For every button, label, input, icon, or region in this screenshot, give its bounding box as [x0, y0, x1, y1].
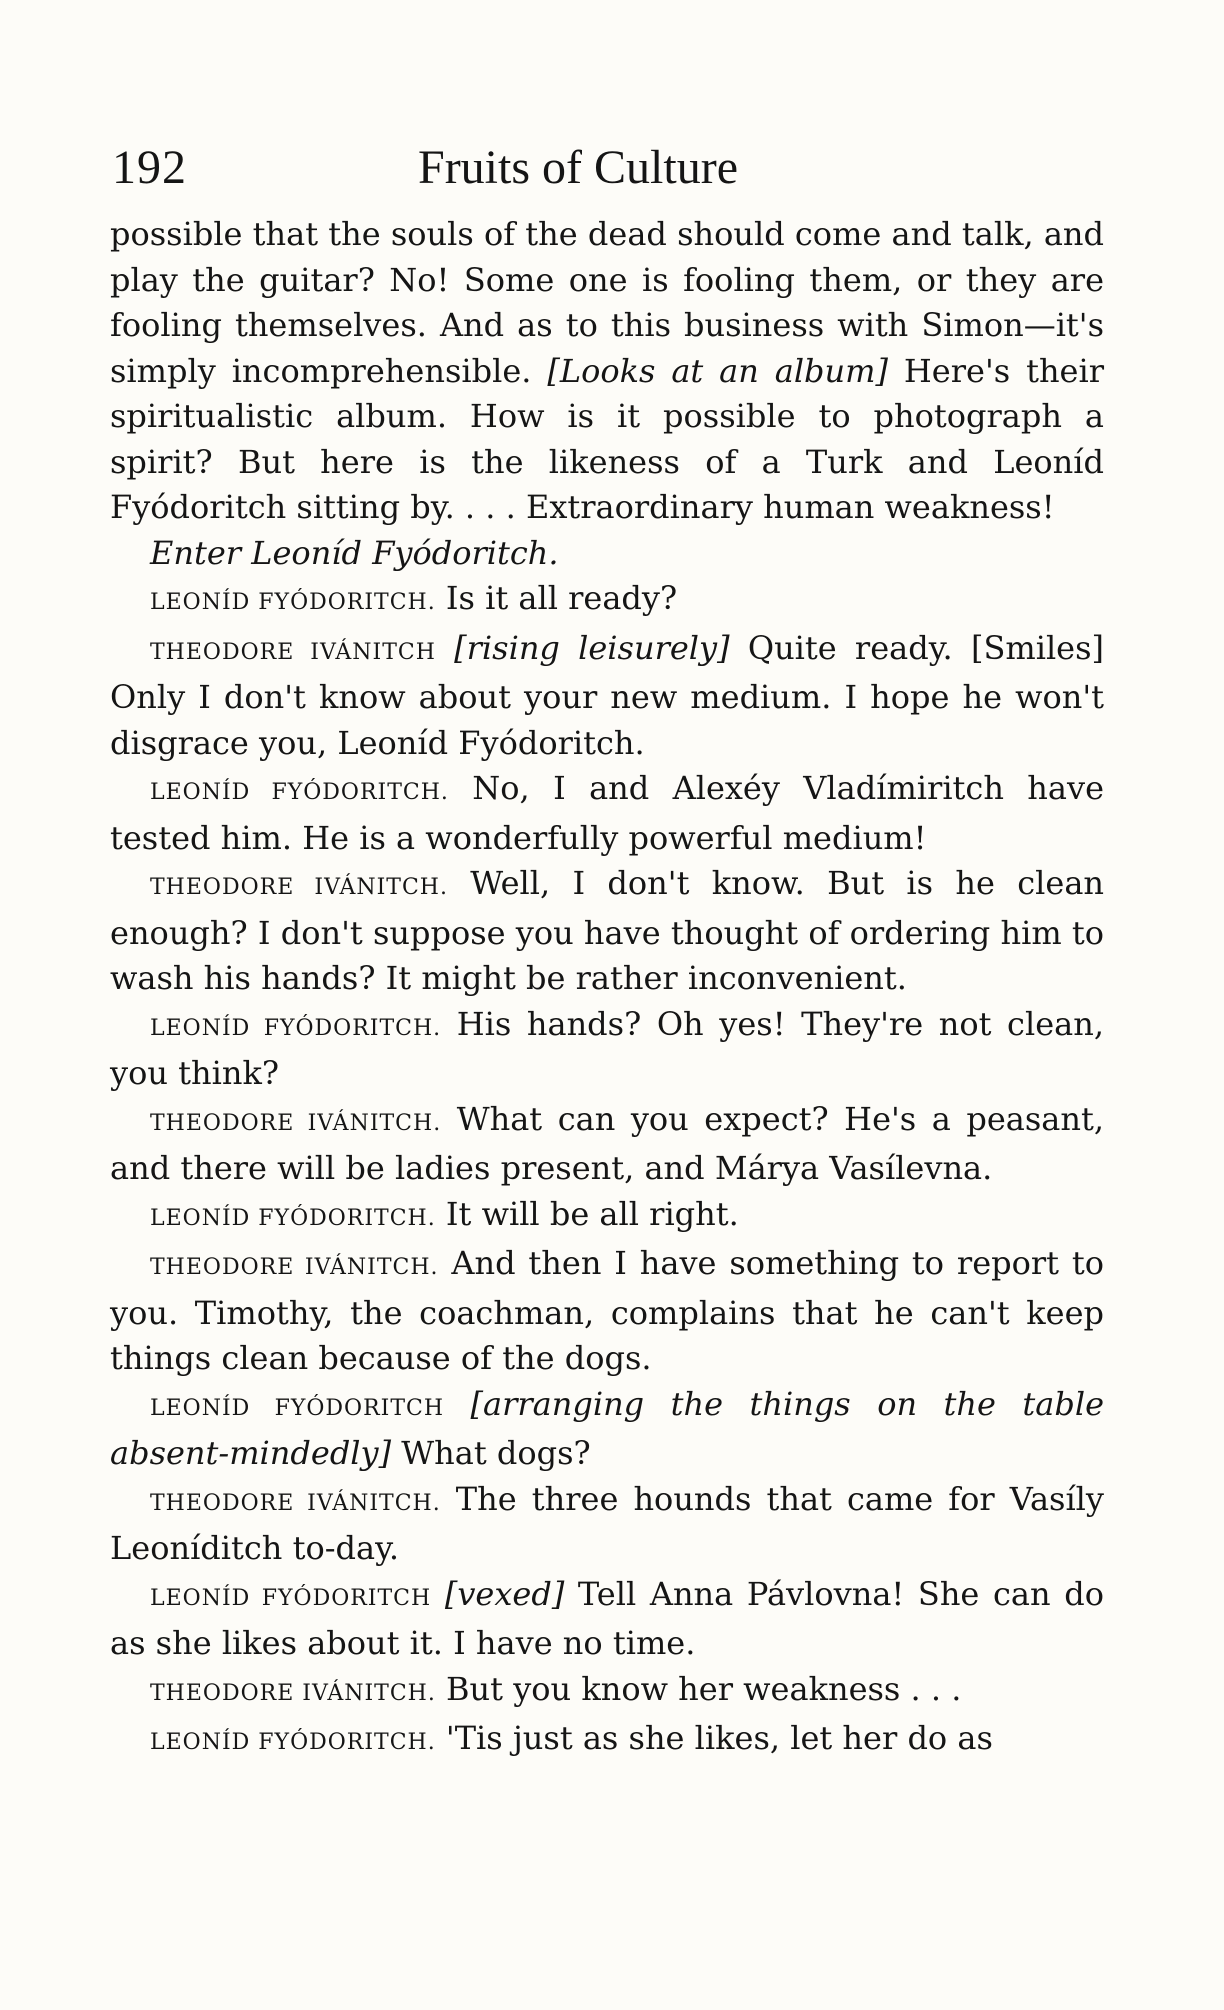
dialogue-line	[110, 1382, 1104, 1477]
dialogue-line	[110, 1477, 1104, 1572]
opening-paragraph	[110, 212, 1104, 531]
speech-text: It will be all right.	[435, 1194, 739, 1233]
stage-direction-inline: [vexed]	[444, 1574, 565, 1613]
dialogue-line	[110, 626, 1104, 767]
page-header	[112, 140, 1102, 200]
running-title: Fruits of Culture	[418, 141, 738, 194]
dialogue-line	[110, 1002, 1104, 1097]
speech-text: The three hounds that came for Vasíly Leoníditch to-day.	[110, 1479, 1104, 1567]
dialogue-line	[110, 766, 1104, 861]
page-number: 192	[112, 141, 187, 194]
speech-text: But you know her weakness . . .	[435, 1669, 962, 1708]
speaker-name: LEONÍD FYÓDORITCH.	[150, 1015, 442, 1041]
speech-text: And then I have something to report to you. Timothy, the coachman, complains that he can't keep things clean because of the dogs.	[110, 1244, 1104, 1377]
speaker-name: THEODORE IVÁNITCH.	[150, 1680, 436, 1706]
opening-text-continued: Here's their spiritualistic album. How is it possible to photograph a spirit? But here is the likeness of a Turk and Leoníd Fyódoritch sitting by. . . . Extraordinary human weakness!	[110, 351, 1105, 526]
speaker-name: LEONÍD FYÓDORITCH.	[150, 1730, 436, 1755]
speaker-name: THEODORE IVÁNITCH.	[150, 875, 448, 900]
stage-direction: Enter Leoníd Fyódoritch.	[150, 533, 559, 572]
body-text	[110, 212, 1104, 1766]
speaker-name: THEODORE IVÁNITCH.	[150, 1490, 441, 1516]
dialogue-line	[110, 1572, 1104, 1667]
speech-text: 'Tis just as she likes, let her do as	[435, 1719, 993, 1757]
speaker-name: THEODORE IVÁNITCH	[150, 639, 436, 665]
opening-stage-direction: [Looks at an album]	[547, 351, 888, 390]
speaker-name: LEONÍD FYÓDORITCH.	[150, 1205, 436, 1231]
dialogue-line	[110, 1192, 1104, 1242]
speech-text: What can you expect? He's a peasant, and there will be ladies present, and Márya Vasílevna.	[110, 1099, 1104, 1187]
opening-text: possible that the souls of the dead should come and talk, and play the guitar? No! Some one is fooling them, or they are fooling themselves. And as to this business with Simon—it's simply incomprehensible.	[110, 215, 1104, 390]
dialogue-line	[110, 1241, 1104, 1382]
speech-text: What dogs?	[391, 1434, 591, 1472]
speaker-name: THEODORE IVÁNITCH.	[150, 1110, 442, 1136]
speaker-name: THEODORE IVÁNITCH.	[150, 1255, 439, 1280]
speech-text: Tell Anna Pávlovna! She can do as she likes about it. I have no time.	[110, 1574, 1105, 1662]
speech-text: Is it all ready?	[435, 579, 678, 617]
dialogue-line	[110, 1667, 1104, 1717]
dialogue-line	[110, 576, 1104, 626]
speaker-name: LEONÍD FYÓDORITCH.	[150, 780, 449, 805]
speaker-name: LEONÍD FYÓDORITCH.	[150, 590, 436, 615]
dialogue-line	[110, 1716, 1104, 1766]
stage-direction-inline: [arranging the things on the table absent-mindedly]	[110, 1384, 1104, 1472]
stage-direction-inline: [rising leisurely]	[454, 628, 730, 667]
speech-text: Well, I don't know. But is he clean enough? I don't suppose you have thought of ordering him to wash his hands? It might be rather inconvenient.	[110, 864, 1105, 997]
speaker-name: LEONÍD FYÓDORITCH	[150, 1585, 432, 1611]
dialogue-line	[110, 861, 1104, 1002]
dialogue	[110, 576, 1104, 1766]
speech-text: His hands? Oh yes! They're not clean, you think?	[110, 1004, 1105, 1092]
speaker-name: LEONÍD FYÓDORITCH	[150, 1395, 445, 1421]
speech-text: No, I and Alexéy Vladímiritch have tested him. He is a wonderfully powerful medium!	[110, 769, 1104, 857]
dialogue-line	[110, 1097, 1104, 1192]
speech-text: Quite ready. [Smiles] Only I don't know about your new medium. I hope he won't disgrace you, Leoníd Fyódoritch.	[110, 628, 1105, 762]
